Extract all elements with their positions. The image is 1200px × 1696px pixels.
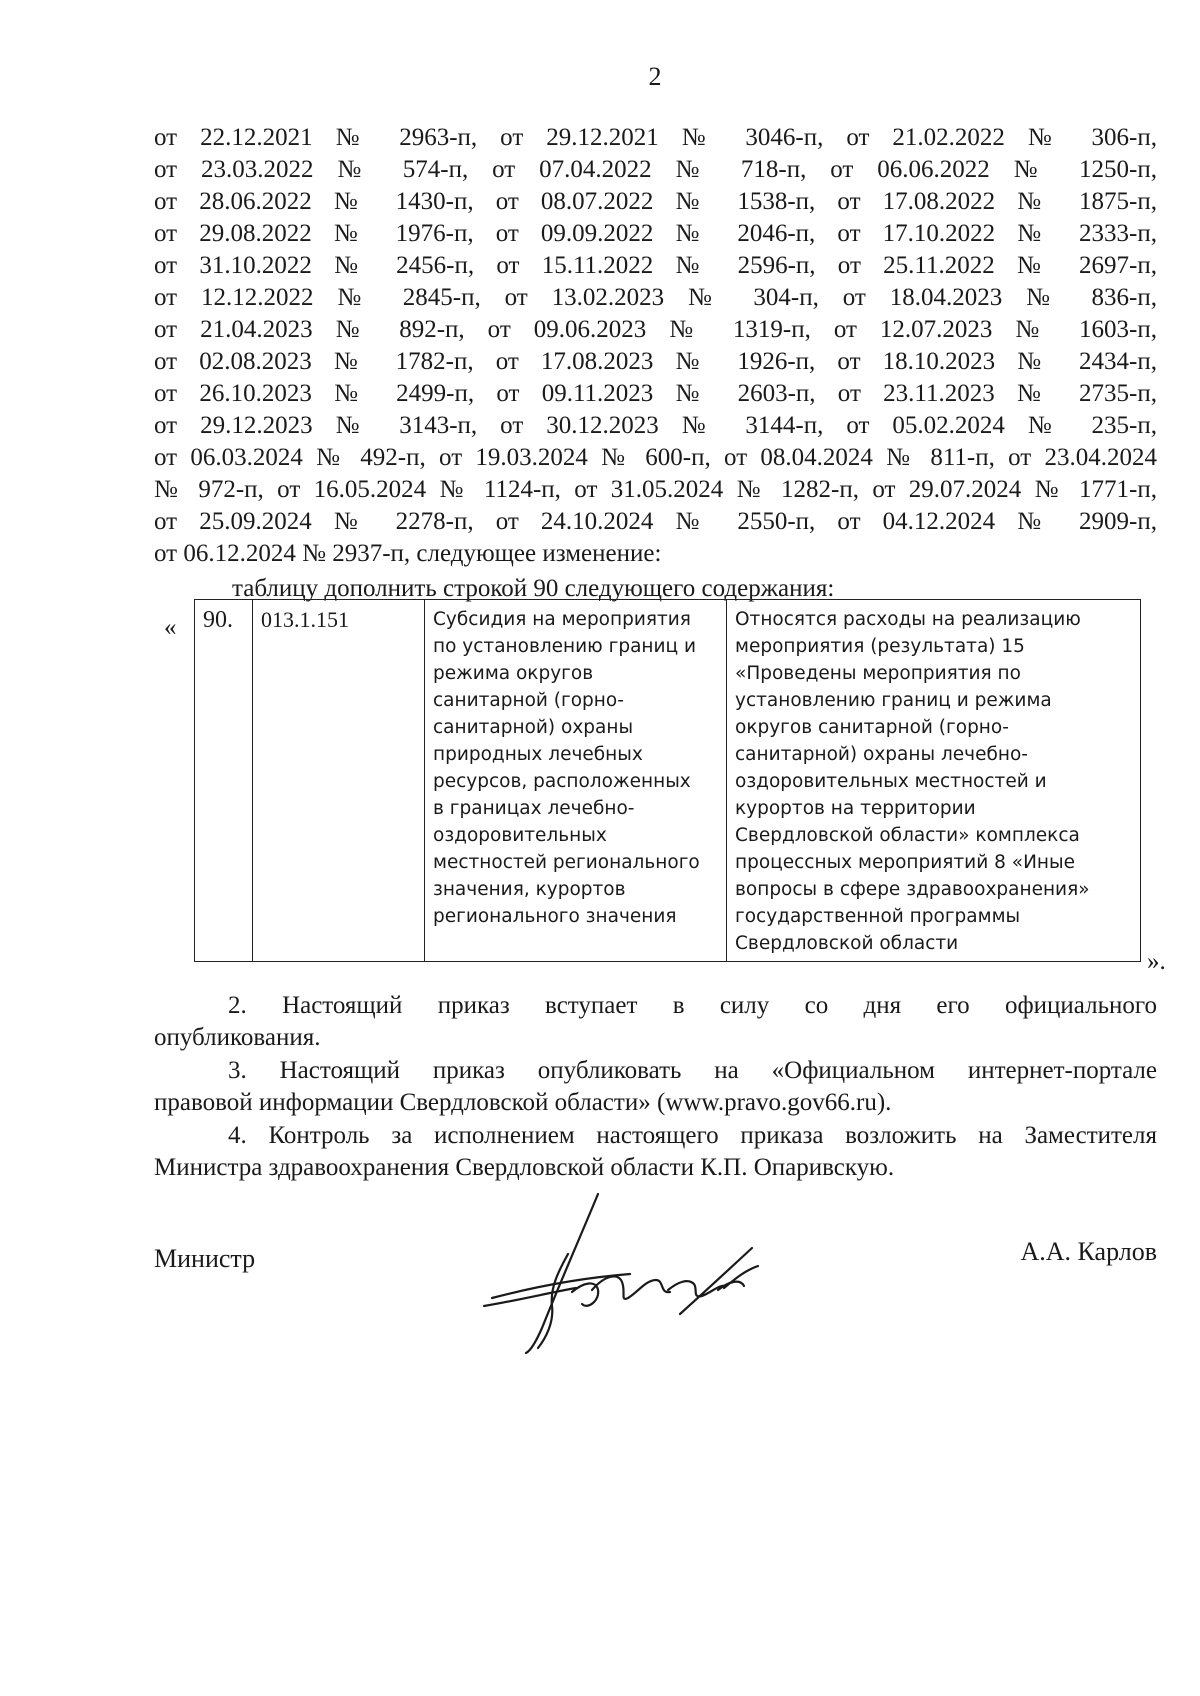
budget-code: 013.1.151 <box>253 600 425 962</box>
page-number: 2 <box>648 62 662 91</box>
body-line: от 02.08.2023 № 1782-п, от 17.08.2023 № 1926-п, от 18.10.2023 № 2434-п, <box>154 348 1157 375</box>
body-line: от 22.12.2021 № 2963-п, от 29.12.2021 № 3046-п, от 21.02.2022 № 306-п, <box>154 124 1157 151</box>
row-number: 90. <box>195 600 253 962</box>
body-line: от 26.10.2023 № 2499-п, от 09.11.2023 № 2603-п, от 23.11.2023 № 2735-п, <box>154 380 1157 407</box>
body-line: № 972-п, от 16.05.2024 № 1124-п, от 31.05.2024 № 1282-п, от 29.07.2024 № 1771-п, <box>154 476 1157 503</box>
body-line: от 29.08.2022 № 1976-п, от 09.09.2022 № 2046-п, от 17.10.2022 № 2333-п, <box>154 220 1157 247</box>
closing-quote: ». <box>1147 948 1166 975</box>
table-row <box>195 600 1141 962</box>
body-line: от 06.12.2024 № 2937-п, следующее изменение: <box>154 540 662 567</box>
clause-line: 2. Настоящий приказ вступает в силу со дня его официального <box>228 992 1157 1019</box>
expense-description: Относятся расходы на реализацию мероприятия (результата) 15 «Проведены мероприятия по установлению границ и режима округов санитарной (горно- санитарной) охраны лечебно- оздоровительных местностей и курортов на территории Свердловской области» комплекса процессных мероприятий 8 «Иные вопросы в сфере здравоохранения» государственной программы Свердловской области <box>727 600 1141 962</box>
body-line: от 28.06.2022 № 1430-п, от 08.07.2022 № 1538-п, от 17.08.2022 № 1875-п, <box>154 188 1157 215</box>
body-line: от 25.09.2024 № 2278-п, от 24.10.2024 № 2550-п, от 04.12.2024 № 2909-п, <box>154 508 1157 535</box>
body-line: от 21.04.2023 № 892-п, от 09.06.2023 № 1319-п, от 12.07.2023 № 1603-п, <box>154 316 1157 343</box>
handwritten-signature <box>480 1188 780 1358</box>
body-line: от 29.12.2023 № 3143-п, от 30.12.2023 № 3144-п, от 05.02.2024 № 235-п, <box>154 412 1157 439</box>
body-line: от 23.03.2022 № 574-п, от 07.04.2022 № 718-п, от 06.06.2022 № 1250-п, <box>154 156 1157 183</box>
body-line: от 06.03.2024 № 492-п, от 19.03.2024 № 600-п, от 08.04.2024 № 811-п, от 23.04.2024 <box>154 444 1157 471</box>
body-line: от 31.10.2022 № 2456-п, от 15.11.2022 № 2596-п, от 25.11.2022 № 2697-п, <box>154 252 1157 279</box>
clause-line: 3. Настоящий приказ опубликовать на «Официальном интернет-портале <box>228 1057 1157 1084</box>
expense-name: Субсидия на мероприятия по установлению границ и режима округов санитарной (горно- санитарной) охраны природных лечебных ресурсов, расположенных в границах лечебно- оздоровительных местностей регионального значения, курортов регионального значения <box>425 600 727 962</box>
signatory-name: А.А. Карлов <box>1020 1237 1157 1266</box>
opening-quote: « <box>164 614 177 641</box>
table-lead-in: таблицу дополнить строкой 90 следующего содержания: <box>232 575 835 602</box>
clause-line: Министра здравоохранения Свердловской области К.П. Опаривскую. <box>154 1154 895 1181</box>
clause-line: правовой информации Свердловской области» (www.pravo.gov66.ru). <box>154 1089 892 1116</box>
clause-line: 4. Контроль за исполнением настоящего приказа возложить на Заместителя <box>228 1122 1157 1149</box>
amendment-table <box>194 599 1141 962</box>
clause-line: опубликования. <box>154 1024 321 1051</box>
body-line: от 12.12.2022 № 2845-п, от 13.02.2023 № 304-п, от 18.04.2023 № 836-п, <box>154 284 1157 311</box>
signatory-title: Министр <box>154 1244 256 1273</box>
